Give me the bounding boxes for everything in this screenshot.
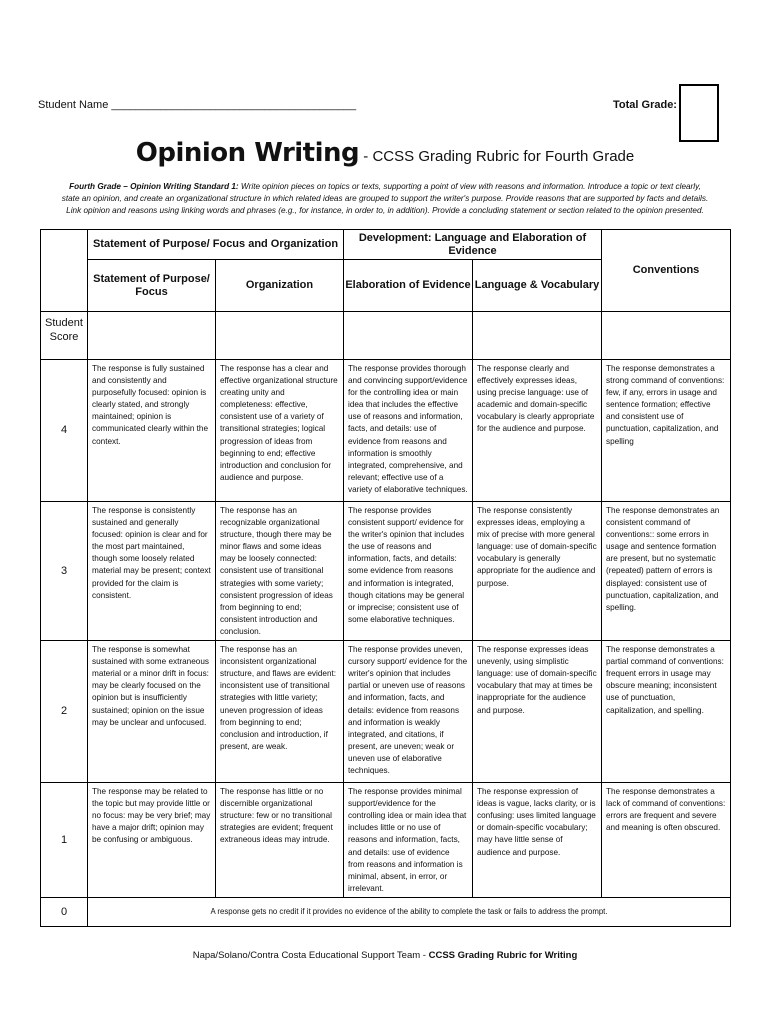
cell-text: The response provides minimal support/evidence for the controlling idea or main idea that includes little or no use of reasons and information, facts, and details: use of evidence from reasons and information is minimal, absent, in error, or irrelevant. xyxy=(348,787,467,893)
header-conventions: Conventions xyxy=(602,230,731,312)
cell-text: The response consistently expresses ideas, employing a mix of precise with more general language: use of domain-specific vocabulary is generally appropriate for the audience and purpose. xyxy=(477,506,597,588)
score-input-evidence[interactable] xyxy=(344,312,473,360)
cell-text: The response clearly and effectively expresses ideas, using precise language: use of academic and domain-specific vocabulary is clearly appropriate for the audience and purpose. xyxy=(477,364,595,434)
cell-text: The response is consistently sustained and generally focused: opinion is clear and for the most part maintained, though some loosely related material may be present; context provided for the claim is consistent. xyxy=(92,506,211,600)
rubric-cell xyxy=(602,360,731,502)
cell-text: The response demonstrates a partial command of conventions: frequent errors in usage may obscure meaning; inconsistent use of punctuation, capitalization, and spelling. xyxy=(606,645,724,715)
standard-description xyxy=(60,181,710,217)
score-input-purpose[interactable] xyxy=(88,312,216,360)
rubric-cell xyxy=(216,641,344,783)
header-group-development: Development: Language and Elaboration of Evidence xyxy=(344,230,602,260)
cell-text: The response may be related to the topic but may provide little or no focus: may be very brief; may have a major drift; opinion may be confusing or ambiguous. xyxy=(92,787,211,845)
total-grade-box[interactable] xyxy=(679,84,719,142)
rubric-cell xyxy=(602,783,731,898)
rubric-cell xyxy=(216,360,344,502)
cell-text: The response is fully sustained and consistently and purposefully focused: opinion is clearly stated, and strongly maintained; opinion is communicated clearly within the context. xyxy=(92,364,209,446)
cell-text: The response demonstrates a lack of command of conventions: errors are frequent and severe and meaning is often obscured. xyxy=(606,787,726,833)
total-grade-label: Total Grade: xyxy=(613,99,677,111)
header-elaboration-evidence: Elaboration of Evidence xyxy=(344,260,473,312)
standard-text: Write opinion pieces on topics or texts, supporting a point of view with reasons and information. Introduce a topic or text clearly, state an opinion, and create an organizational structure in which related ideas are grouped to support the writer's purpose. Provide reasons that are supported by facts and details. Link opinion and reasons using linking words and phrases (e.g., for instance, in order to, in addition). Provide a concluding statement or section related to the opinion presented. xyxy=(61,182,709,215)
header-group-purpose-organization: Statement of Purpose/ Focus and Organization xyxy=(88,230,344,260)
table-row xyxy=(41,783,731,898)
student-name-field: Student Name ________________________________________ xyxy=(38,99,357,111)
table-row xyxy=(41,897,731,926)
score-input-organization[interactable] xyxy=(216,312,344,360)
page-footer xyxy=(0,950,770,961)
rubric-cell xyxy=(473,783,602,898)
score-level: 1 xyxy=(41,783,88,898)
table-row xyxy=(41,360,731,502)
rubric-cell xyxy=(88,641,216,783)
rubric-cell xyxy=(344,641,473,783)
footer-org: Napa/Solano/Contra Costa Educational Support Team - xyxy=(192,950,429,961)
rubric-cell xyxy=(88,783,216,898)
footer-title: CCSS Grading Rubric for Writing xyxy=(428,950,578,961)
cell-text: The response demonstrates an consistent command of conventions:: some errors in usage and sentence formation are present, but no systematic (repeated) pattern of errors is displayed: consistent use of punctuation, capitalization, and spelling. xyxy=(606,506,720,612)
score-level: 2 xyxy=(41,641,88,783)
rubric-cell xyxy=(473,502,602,641)
rubric-cell xyxy=(216,502,344,641)
rubric-cell xyxy=(473,641,602,783)
cell-text: The response provides thorough and convincing support/evidence for the controlling idea or main idea that includes the effective use of reasons and information, facts, and details: use of evidence from reasons and information is smoothly integrated, comprehensive, and relevant; effective use of a variety of elaborative techniques. xyxy=(348,364,468,494)
rubric-cell xyxy=(602,502,731,641)
header-blank xyxy=(41,230,88,312)
score-level: 4 xyxy=(41,360,88,502)
cell-text: The response expression of ideas is vague, lacks clarity, or is confusing: uses limited language or domain-specific vocabulary; may have little sense of audience and purpose. xyxy=(477,787,596,857)
table-row xyxy=(41,641,731,783)
rubric-cell xyxy=(88,502,216,641)
rubric-cell xyxy=(344,360,473,502)
standard-label: Fourth Grade – Opinion Writing Standard 1: xyxy=(69,182,239,191)
header-organization: Organization xyxy=(216,260,344,312)
student-score-label: Student Score xyxy=(41,312,88,360)
cell-text: The response is somewhat sustained with some extraneous material or a minor drift in focus: may be clearly focused on the opinion but is insufficiently sustained; opinion on the issue may be unclear and unfocused. xyxy=(92,645,209,727)
zero-score-note: A response gets no credit if it provides no evidence of the ability to complete the task or fails to address the prompt. xyxy=(88,897,731,926)
rubric-table xyxy=(40,229,731,927)
header-language-vocabulary: Language & Vocabulary xyxy=(473,260,602,312)
score-input-language[interactable] xyxy=(473,312,602,360)
cell-text: The response has an inconsistent organizational structure, and flaws are evident: inconsistent use of transitional strategies with little variety; uneven progression of ideas from beginning to end; conclusion and introduction, if present, are weak. xyxy=(220,645,337,751)
cell-text: The response expresses ideas unevenly, using simplistic language: use of domain-specific vocabulary that may at times be inappropriate for the audience and purpose. xyxy=(477,645,597,715)
rubric-cell xyxy=(473,360,602,502)
title-main: Opinion Writing xyxy=(135,138,360,168)
rubric-cell xyxy=(88,360,216,502)
cell-text: The response provides consistent support/ evidence for the writer's opinion that includes the use of reasons and information, facts, and details: some evidence from reasons and information is integrated, though citations may be general or imprecise; consistent use of some elaborative techniques. xyxy=(348,506,465,624)
cell-text: The response has little or no discernible organizational structure: few or no transitional strategies are evident; frequent extraneous ideas may intrude. xyxy=(220,787,333,845)
score-level: 3 xyxy=(41,502,88,641)
rubric-cell xyxy=(216,783,344,898)
cell-text: The response has an recognizable organizational structure, though there may be minor flaws and some ideas may be loosely connected: consistent use of transitional strategies with some variety; consistent progression of ideas from beginning to end; consistent introduction and conclusion. xyxy=(220,506,333,636)
score-input-conventions[interactable] xyxy=(602,312,731,360)
cell-text: The response has a clear and effective organizational structure creating unity and completeness: effective, consistent use of a variety of transitional strategies; logical progression of ideas from beginning to end; effective introduction and conclusion for audience and purpose. xyxy=(220,364,338,482)
rubric-cell xyxy=(602,641,731,783)
cell-text: The response provides uneven, cursory support/ evidence for the writer's opinion that includes partial or uneven use of reasons and information, facts, and details: evidence from reasons and information is weakly integrated, and citations, if present, are uneven; weak or uneven use of elaborative techniques. xyxy=(348,645,468,775)
rubric-cell xyxy=(344,502,473,641)
header-purpose-focus: Statement of Purpose/ Focus xyxy=(88,260,216,312)
cell-text: The response demonstrates a strong command of conventions: few, if any, errors in usage and sentence formation; effective and consistent use of punctuation, capitalization, and spelling xyxy=(606,364,725,446)
rubric-cell xyxy=(344,783,473,898)
page-title xyxy=(0,138,770,168)
title-sub: - CCSS Grading Rubric for Fourth Grade xyxy=(359,148,635,165)
score-level: 0 xyxy=(41,897,88,926)
table-row xyxy=(41,502,731,641)
